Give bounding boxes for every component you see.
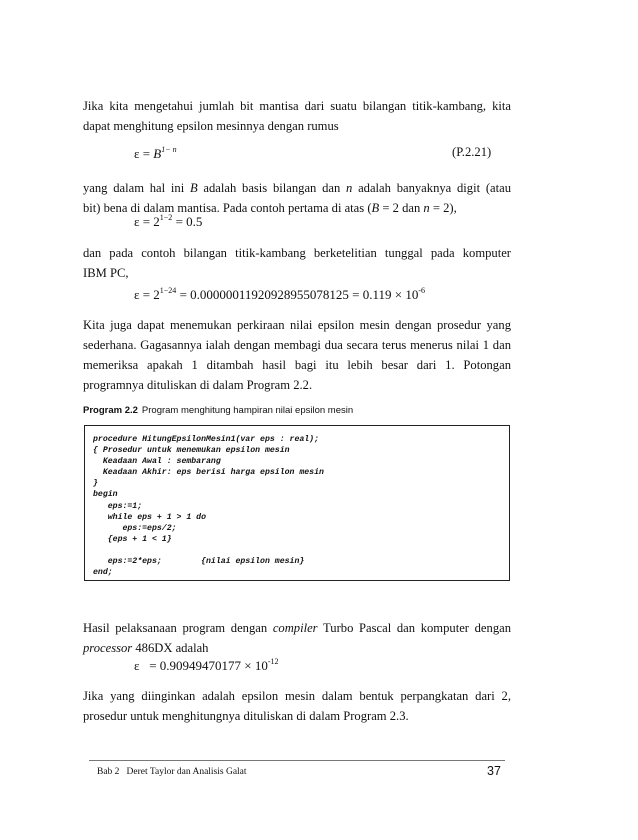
text-line: Hasil pelaksanaan program dengan compiler Turbo Pascal dan komputer dengan (83, 621, 512, 635)
text-line: Kita juga dapat menemukan perkiraan nilai epsilon mesin dengan prosedur yang (83, 318, 511, 332)
program-caption (83, 405, 353, 416)
program-label: Program 2.2 (83, 405, 138, 416)
page-number: 37 (487, 764, 501, 778)
equation-p2-21 (134, 145, 177, 163)
text-line: dan pada contoh bilangan titik-kambang berketelitian tunggal pada komputer (83, 246, 511, 260)
footer-chapter: Bab 2 Deret Taylor dan Analisis Galat (97, 767, 247, 777)
paragraph-procedure (83, 315, 511, 395)
equation-number: (P.2.21) (452, 145, 492, 159)
text-line: Jika yang diinginkan adalah epsilon mesin dalam bentuk perpangkatan dari 2, (83, 689, 511, 703)
text-line: memeriksa apakah 1 ditambah hasil bagi itu lebih besar dari 1. Potongan (83, 358, 511, 372)
paragraph-result (83, 618, 511, 658)
equation-result: $\varepsilon = 0.90949470177 \times 10^{-12}$ (134, 657, 279, 673)
code-listing (84, 425, 510, 581)
paragraph-explanation (83, 178, 511, 218)
text-line: prosedur untuk menghitungnya dituliskan di dalam Program 2.3. (83, 709, 409, 723)
text-line: sederhana. Gagasannya ialah dengan membagi dua secara terus menerus nilai 1 dan (83, 338, 511, 352)
text-line: Jika kita mengetahui jumlah bit mantisa dari suatu bilangan titik-kambang, kita (83, 99, 511, 113)
eq-exponent: 1− n (161, 145, 177, 154)
text-line: IBM PC, (83, 266, 129, 280)
paragraph-ibm (83, 243, 511, 283)
eq-base: B (153, 146, 162, 161)
text-line: bit) bena di dalam mantisa. Pada contoh pertama di atas (B = 2 dan n = 2), (83, 201, 457, 215)
paragraph-closing (83, 686, 511, 726)
equation-example-1: $\varepsilon = 2^{1-2} = 0.5$ (134, 213, 203, 229)
footer-divider (89, 760, 505, 761)
program-caption-text: Program menghitung hampiran nilai epsilon mesin (141, 405, 354, 416)
text-line: processor 486DX adalah (83, 641, 209, 655)
text-line: dapat menghitung epsilon mesinnya dengan rumus (83, 119, 339, 133)
paragraph-intro (83, 96, 511, 136)
text-line: yang dalam hal ini B adalah basis bilangan dan n adalah banyaknya digit (atau (83, 181, 512, 195)
equation-example-2: $\varepsilon = 2^{1-24} = 0.00000011920928955078125 = 0.119 \times 10^{-6}$ (134, 286, 426, 302)
text-line: programnya dituliskan di dalam Program 2.2. (83, 378, 313, 392)
eq-lhs: ε = (134, 146, 154, 161)
code-text: procedure HitungEpsilonMesin1(var eps : real); { Prosedur untuk menemukan epsilon mesin Keadaan Awal : sembarang Keadaan Akhir: eps berisi harga epsilon mesin } begin eps:=1; while eps + 1 > 1 do eps:=eps/2; {eps + 1 < 1} eps:=2*eps; {nilai epsilon mesin} end; (93, 435, 324, 578)
